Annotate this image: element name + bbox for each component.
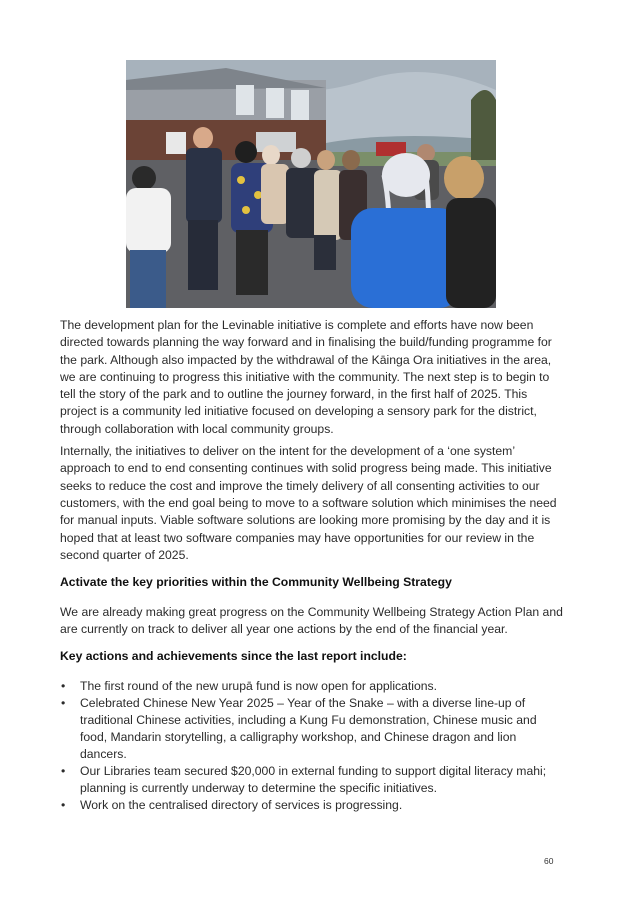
list-item-text: Our Libraries team secured $20,000 in external funding to support digital literacy mahi; planning is currently underway to determine the specific initiatives. <box>80 763 547 795</box>
list-item <box>60 797 565 814</box>
heading-community-wellbeing: Activate the key priorities within the Community Wellbeing Strategy <box>60 575 452 590</box>
event-photo <box>126 60 496 308</box>
paragraph-one-system: Internally, the initiatives to deliver on the intent for the development of a ‘one system’ approach to end to end consenting continues with solid progress being made. This initiative seeks to reduce the cost and improve the timely delivery of all consenting activities to our customers, with the end goal being to move to a software solution which minimises the need for manual inputs. Viable software solutions are looking more promising by the day and it is hoped that at least two software companies may have opportunities for our review in the second quarter of 2025. <box>60 444 557 562</box>
heading-key-actions: Key actions and achievements since the last report include: <box>60 648 407 663</box>
list-item <box>60 695 565 763</box>
achievements-list <box>60 678 565 814</box>
page-number: 60 <box>544 856 554 866</box>
event-photo-illustration <box>126 60 496 308</box>
bullet-icon: • <box>61 797 66 812</box>
list-item-text: The first round of the new urupā fund is now open for applications. <box>80 678 438 693</box>
list-item <box>60 678 565 695</box>
paragraph-levinable: The development plan for the Levinable initiative is complete and efforts have now been directed towards planning the way forward and in finalising the build/funding programme for the park. Although also impacted by the withdrawal of the Kāinga Ora initiatives in the area, we are continuing to progress this initiative with the community. The next step is to begin to tell the story of the park and to outline the journey forward, in the first half of 2025. This project is a community led initiative focused on developing a sensory park for the district, through collaboration with local community groups. <box>60 318 552 436</box>
bullet-icon: • <box>61 695 66 710</box>
list-item-text: Celebrated Chinese New Year 2025 – Year of the Snake – with a diverse line-up of traditional Chinese activities, including a Kung Fu demonstration, Chinese music and food, Mandarin storytelling, a calligraphy workshop, and Chinese dragon and lion dancers. <box>80 695 537 761</box>
page-content <box>60 317 565 814</box>
list-item <box>60 763 565 797</box>
bullet-icon: • <box>61 678 66 693</box>
paragraph-action-plan: We are already making great progress on the Community Wellbeing Strategy Action Plan and are currently on track to deliver all year one actions by the end of the financial year. <box>60 605 563 637</box>
list-item-text: Work on the centralised directory of services is progressing. <box>80 797 403 812</box>
bullet-icon: • <box>61 763 66 778</box>
